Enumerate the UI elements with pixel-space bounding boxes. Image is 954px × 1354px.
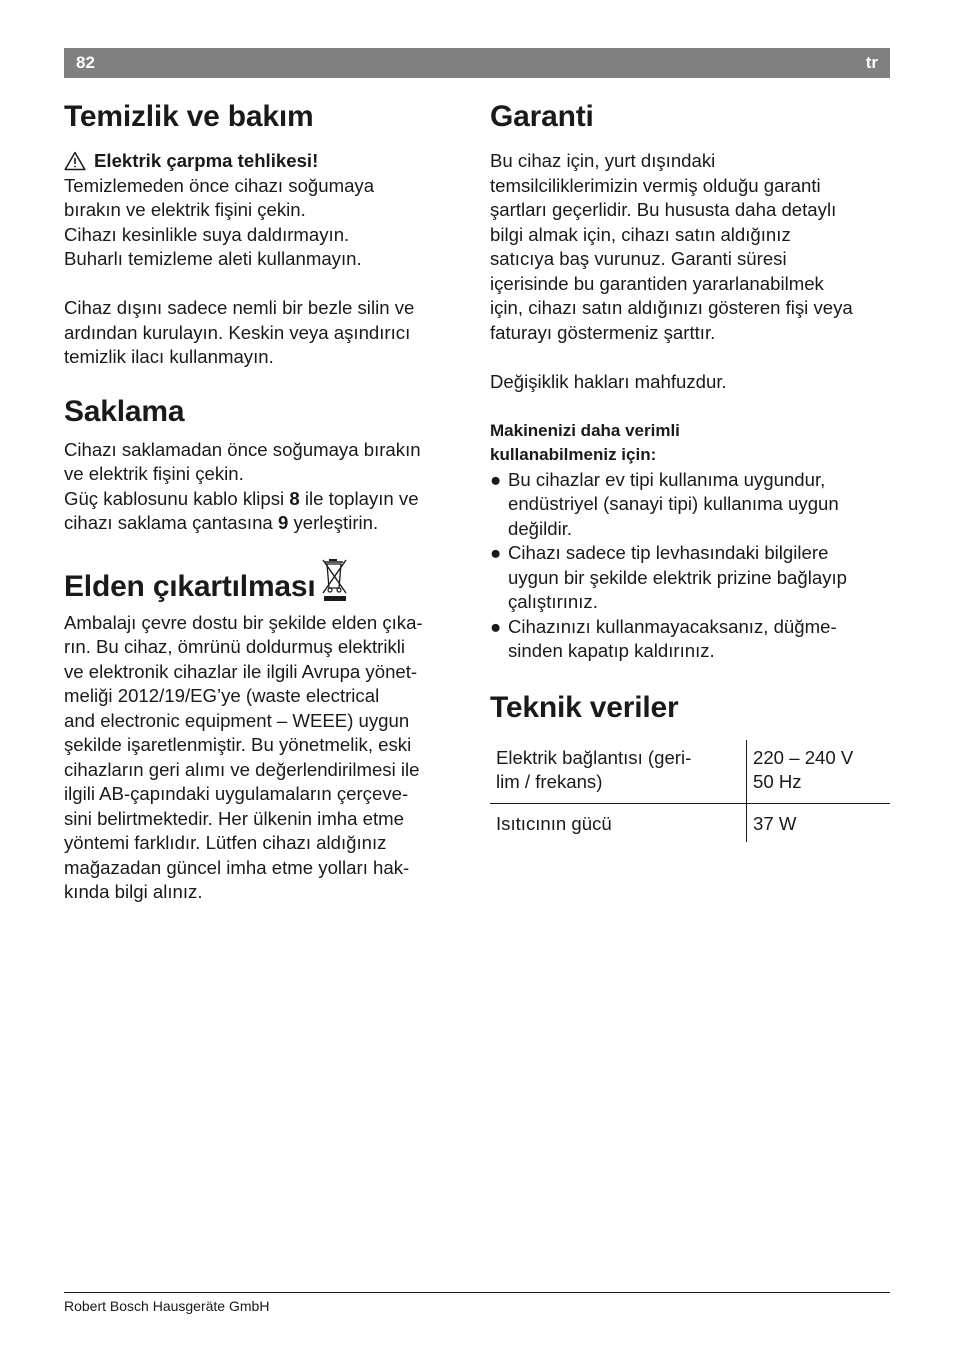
cleaning-line: bırakın ve elektrik fişini çekin. xyxy=(64,199,306,220)
warranty-line: bilgi almak için, cihazı satın aldığınız xyxy=(490,223,791,245)
header-bar xyxy=(64,48,890,78)
table-row xyxy=(490,803,890,842)
table-row xyxy=(490,740,890,804)
disposal-title: Elden çıkartılması xyxy=(64,556,464,611)
rights-reserved: Değişiklik hakları mahfuzdur. xyxy=(490,370,727,392)
bag-number: 9 xyxy=(277,512,289,533)
spec-label: Isıtıcının gücü xyxy=(490,803,747,842)
disposal-line: şekilde işaretlenmiştir. Bu yönetmelik, eski xyxy=(64,734,412,755)
disposal-line: ve elektronik cihazlar ile ilgili Avrupa yönet- xyxy=(64,660,418,682)
disposal-line: and electronic equipment – WEEE) uygun xyxy=(64,709,410,731)
warning-line xyxy=(64,149,464,174)
warranty-line: Bu cihaz için, yurt dışındaki xyxy=(490,150,716,171)
disposal-line: rın. Bu cihaz, ömrünü doldurmuş elektrikli xyxy=(64,636,406,657)
warranty-line: içerisinde bu garantiden yararlanabilmek xyxy=(490,272,824,294)
spec-label: Elektrik bağlantısı (geri- lim / frekans) xyxy=(490,740,747,804)
tips-list xyxy=(490,468,890,664)
spec-value: 37 W xyxy=(753,812,797,834)
disposal-line: mağazadan güncel imha etme yolları hak- xyxy=(64,856,410,878)
crossed-bin-icon xyxy=(320,556,350,604)
right-column xyxy=(490,97,890,842)
cleaning-line: Buharlı temizleme aleti kullanmayın. xyxy=(64,248,362,269)
footer-company: Robert Bosch Hausgeräte GmbH xyxy=(64,1298,270,1314)
warranty-line: satıcıya baş vurunuz. Garanti süresi xyxy=(490,248,787,269)
warning-triangle-icon xyxy=(64,151,86,171)
cleaning-line: Cihazı kesinlikle suya daldırmayın. xyxy=(64,223,350,245)
specs-table xyxy=(490,740,890,843)
disposal-line: sini belirtmektedir. Her ülkenin imha etme xyxy=(64,807,404,829)
warranty-line: için, cihazı satın aldığınızı gösteren fişi veya xyxy=(490,297,853,318)
tips-title-line: kullanabilmeniz için: xyxy=(490,445,657,464)
storage-line: Cihazı saklamadan önce soğumaya bırakın xyxy=(64,438,421,460)
bullet-icon: ● xyxy=(490,468,502,490)
footer-divider xyxy=(64,1292,890,1293)
clip-number: 8 xyxy=(289,487,300,509)
cleaning-title: Temizlik ve bakım xyxy=(64,100,314,133)
cleaning-para2-line: ardından kurulayın. Keskin veya aşındırıcı xyxy=(64,321,411,343)
bullet-icon: ● xyxy=(490,542,502,563)
list-item: ● Bu cihazlar ev tipi kullanıma uygundur, endüstriyel (sanayi tipi) kullanıma uygun değildir. xyxy=(490,468,890,542)
bullet-icon: ● xyxy=(490,615,502,637)
disposal-line: kında bilgi alınız. xyxy=(64,881,203,902)
storage-line-4: cihazı saklama çantasına 9 yerleştirin. xyxy=(64,512,379,533)
list-item: ● Cihazı sadece tip levhasındaki bilgilere uygun bir şekilde elektrik prizine bağlayıp çalıştırınız. xyxy=(490,541,890,615)
disposal-line: yöntemi farklıdır. Lütfen cihazı aldığınız xyxy=(64,832,387,853)
cleaning-line: Temizlemeden önce cihazı soğumaya xyxy=(64,174,375,196)
warranty-line: şartları geçerlidir. Bu hususta daha detaylı xyxy=(490,199,837,220)
storage-line-3: Güç kablosunu kablo klipsi 8 ile toplayın ve xyxy=(64,487,419,509)
warning-text: Elektrik çarpma tehlikesi! xyxy=(94,150,319,171)
warranty-title: Garanti xyxy=(490,100,594,133)
language-code: tr xyxy=(865,53,878,72)
page-number: 82 xyxy=(76,53,95,72)
specs-title: Teknik veriler xyxy=(490,690,679,724)
specs-section xyxy=(490,688,890,843)
warranty-line: faturayı göstermeniz şarttır. xyxy=(490,321,716,343)
storage-section xyxy=(64,392,464,536)
disposal-line: ilgili AB-çapındaki uygulamaların çerçeve- xyxy=(64,783,409,804)
cleaning-para2-line: temizlik ilacı kullanmayın. xyxy=(64,346,274,367)
storage-title: Saklama xyxy=(64,394,185,428)
disposal-line: meliği 2012/19/EG’ye (waste electrical xyxy=(64,685,380,706)
left-column xyxy=(64,97,464,905)
storage-line: ve elektrik fişini çekin. xyxy=(64,463,244,484)
warranty-line: temsilciliklerimizin vermiş olduğu garanti xyxy=(490,174,821,196)
disposal-line: cihazların geri alımı ve değerlendirilmesi ile xyxy=(64,758,420,780)
list-item: ● Cihazınızı kullanmayacaksanız, düğme- sinden kapatıp kaldırınız. xyxy=(490,615,890,664)
tips-title-line: Makinenizi daha verimli xyxy=(490,420,680,440)
spec-value: 220 – 240 V 50 Hz xyxy=(747,740,891,804)
disposal-section xyxy=(64,556,464,905)
disposal-line: Ambalajı çevre dostu bir şekilde elden çıka- xyxy=(64,611,423,633)
cleaning-para2-line: Cihaz dışını sadece nemli bir bezle silin ve xyxy=(64,297,415,318)
warranty-section xyxy=(490,97,890,664)
cleaning-section xyxy=(64,97,464,370)
